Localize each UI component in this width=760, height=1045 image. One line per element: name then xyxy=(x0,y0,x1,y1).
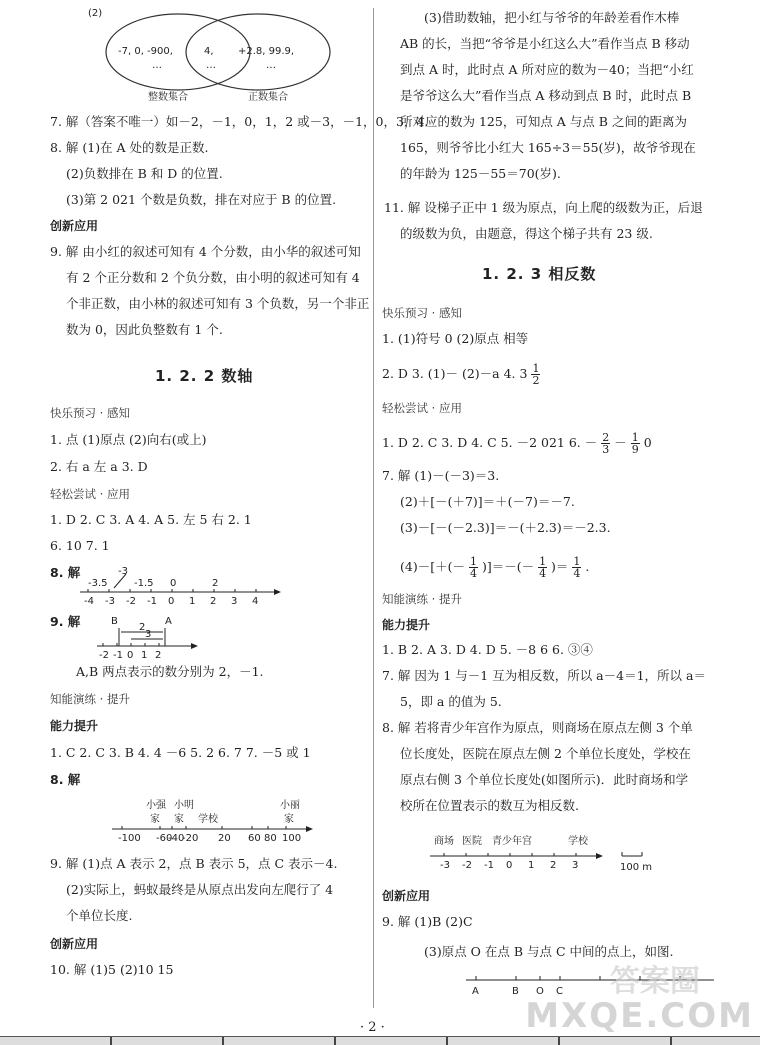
nla8-tick-label: 80 xyxy=(264,833,277,844)
r-ability-title: 能力提升 xyxy=(382,618,431,632)
r-try-7-4-d: . xyxy=(585,559,590,574)
nl-r8-scale: 100 m xyxy=(620,862,653,873)
nla8-tick-label: 20 xyxy=(218,833,231,844)
section-know: 知能演练 · 提升 xyxy=(50,692,130,706)
section-try: 轻松尝试 · 应用 xyxy=(50,487,130,501)
r-try-1-text-a: 1. D 2. C 3. D 4. C 5. －2 021 6. － xyxy=(382,435,598,450)
nl8-label-neg3: -3 xyxy=(118,566,128,577)
number-line-a8 xyxy=(110,798,330,848)
nlr8-tick-label: 0 xyxy=(506,860,513,871)
fraction-one-half: $\frac{1}{2}$ xyxy=(532,362,540,387)
section-title-122: 1. 2. 2 数轴 xyxy=(155,367,254,385)
nl8-tick-label: -3 xyxy=(105,596,115,606)
number-line-r8 xyxy=(428,832,668,876)
nl-a8-top-2: 小明 xyxy=(174,800,194,811)
venn-diagram xyxy=(80,4,360,104)
r-try-7-1: 7. 解 (1)－(－3)＝3. xyxy=(382,468,500,483)
venn-middle-dots: … xyxy=(206,60,216,71)
venn-left-set: -7, 0, -900, xyxy=(118,46,173,57)
answer-9-line-2: 有 2 个正分数和 2 个负分数，由小明的叙述可知有 4 xyxy=(66,270,360,285)
number-line-9 xyxy=(95,612,205,658)
r-ability-8-4: 校所在位置表示的数互为相反数. xyxy=(400,798,579,813)
preview-1: 1. 点 (1)原点 (2)向右(或上) xyxy=(50,432,207,447)
nl-r9-label-o: O xyxy=(536,986,544,997)
r-section-preview: 快乐预习 · 感知 xyxy=(382,306,462,320)
section-preview: 快乐预习 · 感知 xyxy=(50,406,130,420)
nl9-tick-label: 2 xyxy=(155,650,162,658)
ability-9-2: (2)实际上，蚂蚁最终是从原点出发向左爬行了 4 xyxy=(66,882,334,897)
section-create-2: 创新应用 xyxy=(50,937,99,951)
answer-8-3: (3)第 2 021 个数是负数，排在对应于 B 的位置. xyxy=(66,192,337,207)
r3-line-7: 的年龄为 125－55＝70(岁). xyxy=(400,166,561,181)
r-try-7-3: (3)－[－(－2.3)]＝－(＋2.3)＝－2.3. xyxy=(400,520,611,535)
nl9-tick-label: 0 xyxy=(127,650,134,658)
nl-r8-label-shop: 商场 xyxy=(434,836,454,847)
r3-line-3: 到点 A 时，此时点 A 所对应的数为－40；当把“小红 xyxy=(400,62,694,77)
answer-9-line-4: 数为 0，因此负整数有 1 个. xyxy=(66,322,223,337)
r-ability-8-2: 位长度处，医院在原点左侧 2 个单位长度处，学校在 xyxy=(400,746,691,761)
nl-r9-label-c: C xyxy=(556,986,563,997)
section-title-123: 1. 2. 3 相反数 xyxy=(482,265,597,283)
nlr8-tick-label: 1 xyxy=(528,860,535,871)
venn-left-caption: 整数集合 xyxy=(148,92,188,103)
ability-title: 能力提升 xyxy=(50,719,99,733)
r3-line-4: 是爷爷这么大”看作当点 A 移动到点 B 时，此时点 B xyxy=(400,88,692,103)
nl8-tick-label: 0 xyxy=(168,596,175,606)
try-2: 6. 10 7. 1 xyxy=(50,538,110,553)
nl9-label-3: 3 xyxy=(145,629,152,640)
nlr8-tick-label: 3 xyxy=(572,860,579,871)
r-preview-1: 1. (1)符号 0 (2)原点 相等 xyxy=(382,331,529,346)
nl9-label-2: 2 xyxy=(139,622,146,633)
nl8-tick-label: -1 xyxy=(147,596,157,606)
fraction-two-thirds: $\frac{2}{3}$ xyxy=(602,431,610,456)
r-section-create: 创新应用 xyxy=(382,889,431,903)
nl-r8-label-youth: 青少年宫 xyxy=(492,836,532,847)
answer-8-1: 8. 解 (1)在 A 处的数是正数. xyxy=(50,140,209,155)
watermark-secondary: 答案圈 xyxy=(610,964,700,999)
nl-a8-mid-2: 家 xyxy=(174,814,184,825)
answer-9-line-1: 9. 解 由小红的叙述可知有 4 个分数，由小华的叙述可知 xyxy=(50,244,361,259)
nlr8-tick-label: -1 xyxy=(484,860,494,871)
nla8-tick-label: -60 xyxy=(156,833,173,844)
fraction-quarter-2: $\frac{1}{4}$ xyxy=(539,555,547,580)
try-9-label: 9. 解 xyxy=(50,614,81,629)
column-divider xyxy=(373,8,374,1008)
nla8-tick-label: 100 xyxy=(282,833,302,844)
answer-9-line-3: 个非正数，由小林的叙述可知有 3 个负数，另一个非正 xyxy=(66,296,370,311)
r-try-7-4-a: (4)－[＋(－ xyxy=(400,559,465,574)
r-try-1-text-b: － xyxy=(614,435,627,450)
answer-7: 7. 解（答案不唯一）如－2，－1，0，1，2 或－3，－1，0，3，4. xyxy=(50,114,429,129)
nl-r9-label-a: A xyxy=(472,986,479,997)
venn-right-dots: … xyxy=(266,60,276,71)
ability-10: 10. 解 (1)5 (2)10 15 xyxy=(50,962,174,977)
r-section-try: 轻松尝试 · 应用 xyxy=(382,401,462,415)
r-try-1 xyxy=(382,432,652,455)
venn-middle: 4, xyxy=(204,46,214,57)
nlr8-tick-label: -3 xyxy=(440,860,450,871)
r-ability-1: 1. B 2. A 3. D 4. D 5. －8 6 6. ③④ xyxy=(382,642,593,657)
r3-line-5: 所对应的数为 125，可知点 A 与点 B 之间的距离为 xyxy=(400,114,687,129)
nl-r8-label-school: 学校 xyxy=(568,836,588,847)
nlr8-tick-label: -2 xyxy=(462,860,472,871)
ability-9-3: 个单位长度. xyxy=(66,908,133,923)
r11-line-1: 11. 解 设梯子正中 1 级为原点，向上爬的级数为正，后退 xyxy=(384,200,703,215)
ability-1: 1. C 2. C 3. B 4. 4 －6 5. 2 6. 7 7. －5 或 1 xyxy=(50,745,311,760)
r-preview-2 xyxy=(382,363,540,386)
ability-9-1: 9. 解 (1)点 A 表示 2，点 B 表示 5，点 C 表示－4. xyxy=(50,856,338,871)
r3-line-6: 165，则爷爷比小红大 165÷3＝55(岁)，故爷爷现在 xyxy=(400,140,696,155)
nl9-tick-label: 1 xyxy=(141,650,148,658)
r-try-1-text-c: 0 xyxy=(643,435,652,450)
r-preview-2-text: 2. D 3. (1)－ (2)－a 4. 3 xyxy=(382,366,528,381)
nl9-label-a: A xyxy=(165,616,172,627)
answer-8-2: (2)负数排在 B 和 D 的位置. xyxy=(66,166,223,181)
nl8-tick-label: 2 xyxy=(210,596,217,606)
try-8-label: 8. 解 xyxy=(50,565,81,580)
fraction-quarter-3: $\frac{1}{4}$ xyxy=(573,555,581,580)
nl9-tick-label: -1 xyxy=(113,650,123,658)
nl8-tick-label: 4 xyxy=(252,596,259,606)
venn-label: (2) xyxy=(88,8,103,19)
watermark: MXQE.COM xyxy=(525,996,754,1036)
nl8-label-0: 0 xyxy=(170,578,177,589)
nl-r8-label-hospital: 医院 xyxy=(462,836,482,847)
nl-a8-mid-3: 学校 xyxy=(198,814,218,825)
ability-8-label: 8. 解 xyxy=(50,772,81,787)
r-try-7-2: (2)＋[－(＋7)]＝＋(－7)＝－7. xyxy=(400,494,575,509)
nl8-tick-label: 1 xyxy=(189,596,196,606)
venn-right-caption: 正数集合 xyxy=(248,92,288,103)
nla8-tick-label: 60 xyxy=(248,833,261,844)
preview-2: 2. 右 a 左 a 3. D xyxy=(50,459,148,474)
nl8-tick-label: -2 xyxy=(126,596,136,606)
r3-line-1: (3)借助数轴，把小红与爷爷的年龄差看作木棒 xyxy=(424,10,680,25)
nla8-tick-label: -20 xyxy=(182,833,199,844)
try-1: 1. D 2. C 3. A 4. A 5. 左 5 右 2. 1 xyxy=(50,512,252,527)
nla8-tick-label: -100 xyxy=(118,833,141,844)
fraction-one-ninth: $\frac{1}{9}$ xyxy=(631,431,639,456)
r-try-7-4-b: )]＝－(－ xyxy=(481,559,535,574)
nl-a8-top-4: 小丽 xyxy=(280,800,300,811)
nl-a8-top-1: 小强 xyxy=(146,800,166,811)
r-create-9-1: 9. 解 (1)B (2)C xyxy=(382,914,473,929)
r-ability-7-2: 5，即 a 的值为 5. xyxy=(400,694,502,709)
section-create-1: 创新应用 xyxy=(50,219,99,233)
nlr8-tick-label: 2 xyxy=(550,860,557,871)
try-9-answer: A,B 两点表示的数分别为 2，－1. xyxy=(76,664,264,679)
nl8-tick-label: -4 xyxy=(84,596,94,606)
nl9-label-b: B xyxy=(111,616,118,627)
venn-left-dots: … xyxy=(152,60,162,71)
nl8-label-neg15: -1.5 xyxy=(134,578,154,589)
nl8-label-2: 2 xyxy=(212,578,219,589)
page-number: · 2 · xyxy=(360,1020,385,1035)
r-try-7-4-c: )＝ xyxy=(551,559,569,574)
nla8-tick-label: -40 xyxy=(168,833,185,844)
nl-a8-mid-4: 家 xyxy=(284,814,294,825)
r-try-7-4 xyxy=(400,556,589,579)
venn-right-set: +2.8, 99.9, xyxy=(238,46,295,57)
r11-line-2: 的级数为负，由题意，得这个梯子共有 23 级. xyxy=(400,226,653,241)
r-ability-8-3: 原点右侧 3 个单位长度处(如图所示)．此时商场和学 xyxy=(400,772,689,787)
nl-a8-mid-1: 家 xyxy=(150,814,160,825)
nl8-tick-label: 3 xyxy=(231,596,238,606)
number-line-8 xyxy=(78,566,288,606)
r3-line-2: AB 的长，当把“爷爷是小红这么大”看作当点 B 移动 xyxy=(400,36,690,51)
r-ability-7-1: 7. 解 因为 1 与－1 互为相反数，所以 a－4＝1，所以 a＝ xyxy=(382,668,706,683)
nl-r9-label-b: B xyxy=(512,986,519,997)
fraction-quarter-1: $\frac{1}{4}$ xyxy=(469,555,477,580)
r-ability-8-1: 8. 解 若将青少年宫作为原点，则商场在原点左侧 3 个单 xyxy=(382,720,693,735)
nl9-tick-label: -2 xyxy=(99,650,109,658)
r-create-9-2: (3)原点 O 在点 B 与点 C 中间的点上，如图. xyxy=(424,944,674,959)
r-section-know: 知能演练 · 提升 xyxy=(382,592,462,606)
nl8-label-neg35: -3.5 xyxy=(88,578,108,589)
